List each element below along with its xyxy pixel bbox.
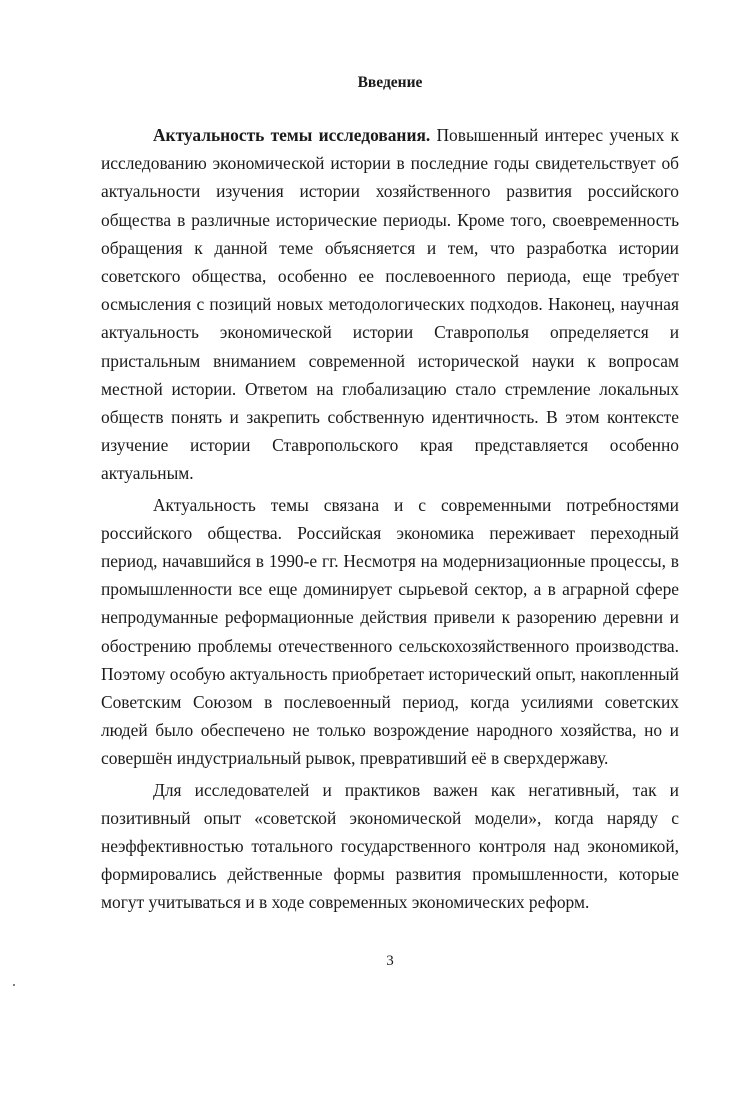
paragraph-lead: Актуальность темы исследования. <box>153 125 431 145</box>
paragraph-text: Актуальность темы связана и с современными потребностями российского общества. Российская экономика переживает переходный период, начавшийся в 1990-е гг. Несмотря на модернизационные процессы, в промышленности все еще доминирует сырьевой сектор, а в аграрной сфере непродуманные реформационные действия привели к разорению деревни и обострению проблемы отечественного сельскохозяйственного производства. Поэтому особую актуальность приобретает исторический опыт, накопленный Советским Союзом в послевоенный период, когда усилиями советских людей было обеспечено не только возрождение народного хозяйства, но и совершён индустриальный рывок, превративший её в сверхдержаву. <box>101 494 679 769</box>
paragraph-text: Повышенный интерес ученых к исследованию экономической истории в последние годы свидетельствует об актуальности изучения истории хозяйственного развития российского общества в различные исторические периоды. Кроме того, своевременность обращения к данной теме объясняется и тем, что разработка истории советского общества, особенно ее послевоенного периода, еще требует осмысления с позиций новых методологических подходов. Наконец, научная актуальность экономической истории Ставрополья определяется и пристальным вниманием современной исторической науки к вопросам местной истории. Ответом на глобализацию стало стремление локальных обществ понять и закрепить собственную идентичность. В этом контексте изучение истории Ставропольского края представляется особенно актуальным. <box>101 125 679 484</box>
document-body <box>101 121 679 917</box>
page-number: 3 <box>386 953 394 969</box>
paragraph-society <box>101 491 679 773</box>
page-title: Введение <box>357 74 423 91</box>
scan-speck <box>13 984 15 986</box>
paragraph-text: Для исследователей и практиков важен как негативный, так и позитивный опыт «советской экономической модели», когда наряду с неэффективностью тотального государственного контроля над экономикой, формировались действенные формы развития промышленности, которые могут учитываться и в ходе современных экономических реформ. <box>101 779 679 913</box>
paragraph-soviet-model <box>101 776 679 917</box>
paragraph-relevance <box>101 121 679 488</box>
